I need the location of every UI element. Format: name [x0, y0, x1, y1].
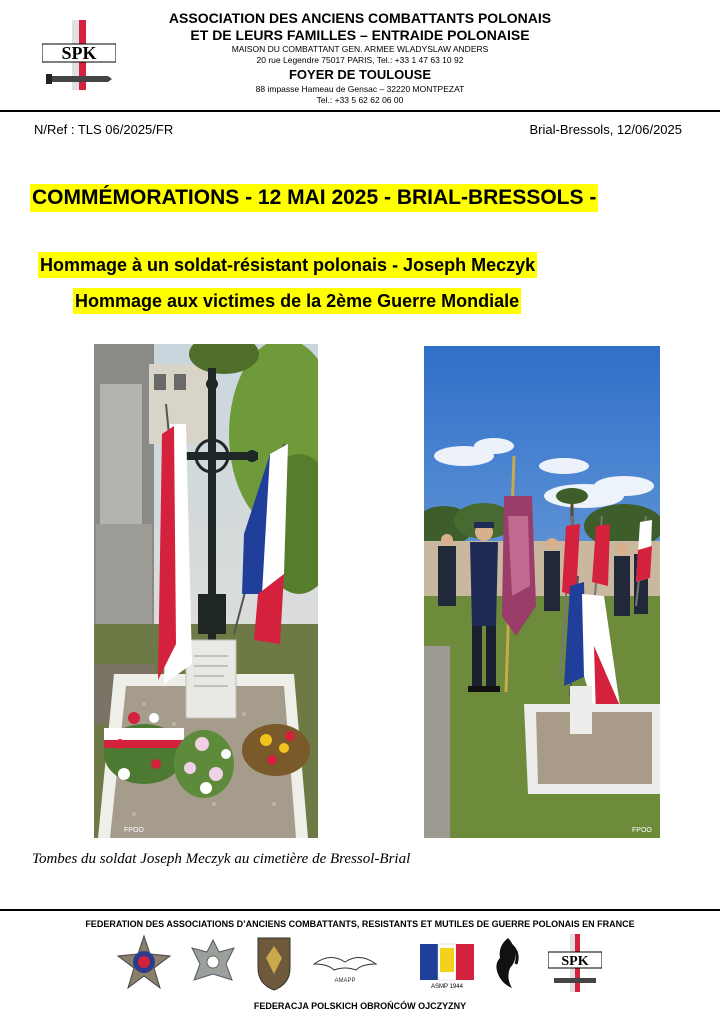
- spk-logo: [42, 20, 116, 90]
- header-tel-foyer: Tel.: +33 5 62 62 06 00: [316, 95, 404, 105]
- subtitle-tribute-soldier: Hommage à un soldat-résistant polonais - Joseph Meczyk: [38, 252, 537, 278]
- header-title-line1: ASSOCIATION DES ANCIENS COMBATTANTS POLONAIS: [168, 10, 552, 26]
- main-title: COMMÉMORATIONS - 12 MAI 2025 - BRIAL-BRESSOLS -: [30, 184, 598, 212]
- photo1-watermark: FPOO: [124, 827, 144, 834]
- reference-number: N/Ref : TLS 06/2025/FR: [34, 122, 174, 137]
- header-address-foyer: 88 impasse Hameau de Gensac – 32220 MONTPEZAT: [255, 84, 465, 94]
- shield-crest-logo: [254, 934, 294, 992]
- spk-footer-logo: [548, 934, 602, 992]
- photo-ceremony-flags: [424, 346, 660, 838]
- header-address-paris: 20 rue Legendre 75017 PARIS, Tel.: +33 1 47 63 10 92: [256, 55, 464, 65]
- header-maison: MAISON DU COMBATTANT GEN. ARMEE WLADYSLAW ANDERS: [231, 44, 489, 54]
- photo-grave-cross: [94, 344, 318, 838]
- svg-text:ASMP 1944: ASMP 1944: [431, 984, 463, 990]
- asmp-1944-logo: [418, 934, 476, 992]
- federation-french-name: FEDERATION DES ASSOCIATIONS D’ANCIENS COMBATTANTS, RESISTANTS ET MUTILES DE GUERRE POLONAIS EN FRANCE: [85, 919, 635, 929]
- photo-caption: Tombes du soldat Joseph Meczyk au cimetière de Bressol-Brial: [32, 851, 411, 867]
- svg-text:SPK: SPK: [61, 43, 97, 63]
- header-title-line2: ET DE LEURS FAMILLES – ENTRAIDE POLONAISE: [190, 27, 530, 43]
- cross-badge-logo: [116, 934, 172, 992]
- federation-polish-name: FEDERACJA POLSKICH OBROŃCÓW OJCZYZNY: [253, 1001, 467, 1011]
- header-foyer: FOYER DE TOULOUSE: [288, 67, 432, 82]
- footer-divider: [0, 909, 720, 911]
- photo2-watermark: FPOO: [632, 827, 652, 834]
- svg-text:SPK: SPK: [561, 954, 589, 969]
- header-divider: [0, 110, 720, 112]
- subtitle-tribute-victims: Hommage aux victimes de la 2ème Guerre Mondiale: [73, 288, 521, 314]
- polish-eagle-logo: [188, 934, 238, 992]
- winged-hussar-logo: [490, 934, 526, 992]
- place-date: Brial-Bressols, 12/06/2025: [529, 122, 682, 137]
- amapp-logo: [310, 934, 380, 992]
- svg-text:AMAPP: AMAPP: [334, 978, 356, 984]
